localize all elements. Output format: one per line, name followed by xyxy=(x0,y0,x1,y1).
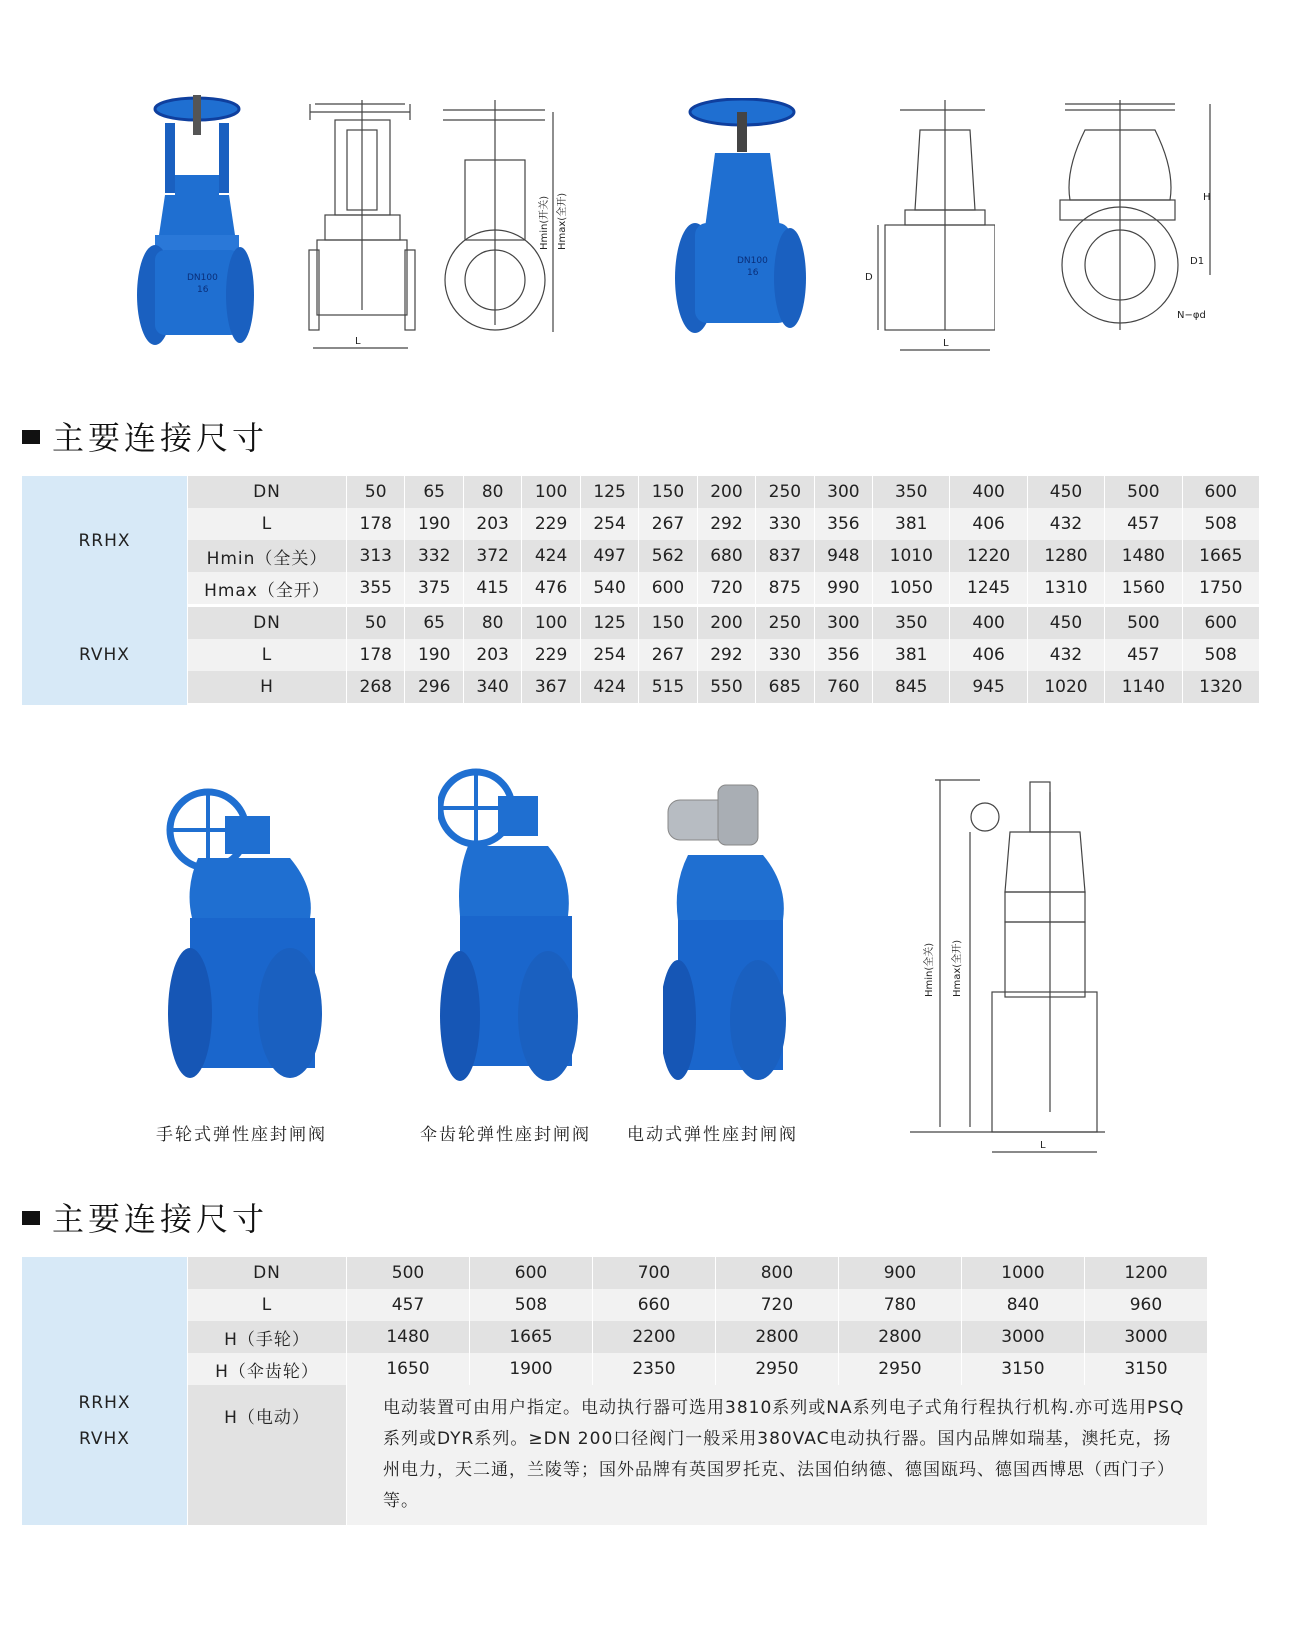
value-cell: 150 xyxy=(639,476,697,508)
value-cell: 500 xyxy=(1105,606,1182,640)
value-cell: 948 xyxy=(814,540,872,572)
value-cell: 2950 xyxy=(715,1353,838,1385)
value-cell: 1900 xyxy=(469,1353,592,1385)
value-cell: 685 xyxy=(756,671,814,705)
body-mark-2: DN100 xyxy=(737,256,768,266)
value-cell: 250 xyxy=(756,476,814,508)
value-cell: 424 xyxy=(580,671,638,705)
value-cell: 3150 xyxy=(961,1353,1084,1385)
value-cell: 375 xyxy=(405,572,463,606)
value-cell: 508 xyxy=(1182,508,1259,540)
value-cell: 350 xyxy=(873,476,950,508)
value-cell: 356 xyxy=(814,508,872,540)
value-cell: 500 xyxy=(347,1257,470,1289)
valve-photo-non-rising-stem xyxy=(675,98,810,343)
value-cell: 845 xyxy=(873,671,950,705)
value-cell: 875 xyxy=(756,572,814,606)
value-cell: 400 xyxy=(950,476,1027,508)
table-row xyxy=(22,572,1260,606)
row-label: H xyxy=(188,671,347,705)
value-cell: 125 xyxy=(580,476,638,508)
model-cell xyxy=(22,1257,188,1525)
value-cell: 1480 xyxy=(347,1321,470,1353)
dim-hmax-full-2: Hmax(全开) xyxy=(952,939,963,997)
value-cell: 500 xyxy=(1105,476,1182,508)
value-cell: 381 xyxy=(873,639,950,671)
drawing-rising-stem-side xyxy=(305,100,420,355)
value-cell: 50 xyxy=(347,476,405,508)
value-cell: 1480 xyxy=(1105,540,1182,572)
value-cell: 2800 xyxy=(715,1321,838,1353)
value-cell: 300 xyxy=(814,476,872,508)
value-cell: 497 xyxy=(580,540,638,572)
table-row xyxy=(22,1257,1208,1289)
value-cell: 3150 xyxy=(1084,1353,1207,1385)
value-cell: 1140 xyxy=(1105,671,1182,705)
value-cell: 203 xyxy=(463,508,521,540)
value-cell: 540 xyxy=(580,572,638,606)
value-cell: 424 xyxy=(522,540,580,572)
value-cell: 406 xyxy=(950,639,1027,671)
drawing-nrs-front xyxy=(1055,100,1225,335)
value-cell: 356 xyxy=(814,639,872,671)
dim-hmax-full: Hmax(全开) xyxy=(557,192,568,250)
dim-D1: D1 xyxy=(1190,256,1205,267)
value-cell: 960 xyxy=(1084,1289,1207,1321)
value-cell: 2200 xyxy=(592,1321,715,1353)
value-cell: 3000 xyxy=(1084,1321,1207,1353)
value-cell: 600 xyxy=(1182,606,1259,640)
value-cell: 1000 xyxy=(961,1257,1084,1289)
value-cell: 80 xyxy=(463,606,521,640)
row-label: Hmin（全关） xyxy=(188,540,347,572)
valve-photo-rising-stem xyxy=(135,95,260,355)
table-row xyxy=(22,476,1260,508)
value-cell: 313 xyxy=(347,540,405,572)
value-cell: 65 xyxy=(405,476,463,508)
value-cell: 457 xyxy=(1105,639,1182,671)
value-cell: 267 xyxy=(639,508,697,540)
dim-L-1: L xyxy=(355,336,361,347)
value-cell: 508 xyxy=(469,1289,592,1321)
value-cell: 190 xyxy=(405,639,463,671)
model-name-1: RRHX xyxy=(78,1393,131,1413)
value-cell: 760 xyxy=(814,671,872,705)
value-cell: 332 xyxy=(405,540,463,572)
drawing-rising-stem-front xyxy=(435,100,580,340)
table-row xyxy=(22,540,1260,572)
value-cell: 1310 xyxy=(1027,572,1104,606)
value-cell: 1750 xyxy=(1182,572,1259,606)
value-cell: 508 xyxy=(1182,639,1259,671)
value-cell: 1200 xyxy=(1084,1257,1207,1289)
value-cell: 268 xyxy=(347,671,405,705)
value-cell: 1020 xyxy=(1027,671,1104,705)
value-cell: 65 xyxy=(405,606,463,640)
value-cell: 600 xyxy=(639,572,697,606)
value-cell: 381 xyxy=(873,508,950,540)
value-cell: 300 xyxy=(814,606,872,640)
value-cell: 1665 xyxy=(469,1321,592,1353)
value-cell: 190 xyxy=(405,508,463,540)
model-name-2: RVHX xyxy=(79,1429,130,1449)
value-cell: 945 xyxy=(950,671,1027,705)
value-cell: 200 xyxy=(697,476,755,508)
value-cell: 990 xyxy=(814,572,872,606)
drawing-nrs-side xyxy=(860,100,995,360)
value-cell: 1650 xyxy=(347,1353,470,1385)
value-cell: 457 xyxy=(347,1289,470,1321)
value-cell: 50 xyxy=(347,606,405,640)
value-cell: 400 xyxy=(950,606,1027,640)
value-cell: 600 xyxy=(1182,476,1259,508)
value-cell: 1245 xyxy=(950,572,1027,606)
valve-photo-electric xyxy=(663,775,793,1090)
body-mark-pn-2: 16 xyxy=(747,268,759,278)
value-cell: 432 xyxy=(1027,639,1104,671)
value-cell: 2350 xyxy=(592,1353,715,1385)
dimension-table-1 xyxy=(22,476,1260,706)
dim-L-2: L xyxy=(943,338,949,349)
value-cell: 200 xyxy=(697,606,755,640)
value-cell: 203 xyxy=(463,639,521,671)
value-cell: 840 xyxy=(961,1289,1084,1321)
value-cell: 229 xyxy=(522,508,580,540)
row-label: H（伞齿轮） xyxy=(188,1353,347,1385)
value-cell: 800 xyxy=(715,1257,838,1289)
electric-note: 电动装置可由用户指定。电动执行器可选用3810系列或NA系列电子式角行程执行机构.亦可选用PSQ系列或DYR系列。≥DN 200口径阀门一般采用380VAC电动执行器。国内品牌如瑞基，澳托克，扬州电力，天二通，兰陵等；国外品牌有英国罗托克、法国伯纳德、德国瓯玛、德国西博思（西门子）等。 xyxy=(347,1385,1208,1525)
body-mark-pn: 16 xyxy=(197,285,209,295)
value-cell: 178 xyxy=(347,639,405,671)
dim-L-3: L xyxy=(1040,1140,1046,1151)
value-cell: 450 xyxy=(1027,476,1104,508)
drawing-large-valve xyxy=(910,772,1110,1167)
model-cell: RVHX xyxy=(22,606,188,705)
dimension-table-2 xyxy=(22,1257,1208,1525)
value-cell: 837 xyxy=(756,540,814,572)
value-cell: 340 xyxy=(463,671,521,705)
value-cell: 254 xyxy=(580,508,638,540)
value-cell: 355 xyxy=(347,572,405,606)
table-row-electric xyxy=(22,1385,1208,1525)
row-label: DN xyxy=(188,1257,347,1289)
value-cell: 1665 xyxy=(1182,540,1259,572)
model-cell: RRHX xyxy=(22,476,188,606)
value-cell: 178 xyxy=(347,508,405,540)
row-label: L xyxy=(188,508,347,540)
row-label: DN xyxy=(188,476,347,508)
value-cell: 900 xyxy=(838,1257,961,1289)
dim-D: D xyxy=(865,272,873,283)
value-cell: 720 xyxy=(697,572,755,606)
table-row xyxy=(22,671,1260,705)
table-row xyxy=(22,639,1260,671)
value-cell: 1320 xyxy=(1182,671,1259,705)
row-label: L xyxy=(188,1289,347,1321)
value-cell: 292 xyxy=(697,508,755,540)
value-cell: 432 xyxy=(1027,508,1104,540)
value-cell: 680 xyxy=(697,540,755,572)
value-cell: 450 xyxy=(1027,606,1104,640)
dim-Nd: N−φd xyxy=(1177,310,1206,321)
caption-handwheel: 手轮式弹性座封闸阀 xyxy=(156,1125,327,1145)
value-cell: 292 xyxy=(697,639,755,671)
value-cell: 700 xyxy=(592,1257,715,1289)
value-cell: 780 xyxy=(838,1289,961,1321)
dim-hmin-open: Hmin(开关) xyxy=(539,195,550,250)
dim-hmin-full: Hmin(全关) xyxy=(924,942,935,997)
value-cell: 1010 xyxy=(873,540,950,572)
row-label: DN xyxy=(188,606,347,640)
value-cell: 660 xyxy=(592,1289,715,1321)
value-cell: 330 xyxy=(756,639,814,671)
value-cell: 367 xyxy=(522,671,580,705)
value-cell: 1220 xyxy=(950,540,1027,572)
value-cell: 476 xyxy=(522,572,580,606)
row-label: L xyxy=(188,639,347,671)
value-cell: 150 xyxy=(639,606,697,640)
value-cell: 267 xyxy=(639,639,697,671)
value-cell: 350 xyxy=(873,606,950,640)
dim-H: H xyxy=(1203,192,1211,203)
value-cell: 1050 xyxy=(873,572,950,606)
caption-bevel-gear: 伞齿轮弹性座封闸阀 xyxy=(420,1125,591,1145)
value-cell: 125 xyxy=(580,606,638,640)
value-cell: 550 xyxy=(697,671,755,705)
value-cell: 330 xyxy=(756,508,814,540)
value-cell: 1280 xyxy=(1027,540,1104,572)
value-cell: 250 xyxy=(756,606,814,640)
section1-title: 主要连接尺寸 xyxy=(22,413,268,459)
row-label: Hmax（全开） xyxy=(188,572,347,606)
body-mark: DN100 xyxy=(187,273,218,283)
value-cell: 720 xyxy=(715,1289,838,1321)
value-cell: 600 xyxy=(469,1257,592,1289)
table-row xyxy=(22,606,1260,640)
table-row xyxy=(22,1321,1208,1353)
valve-photo-handwheel xyxy=(160,788,330,1088)
value-cell: 296 xyxy=(405,671,463,705)
value-cell: 415 xyxy=(463,572,521,606)
value-cell: 229 xyxy=(522,639,580,671)
value-cell: 100 xyxy=(522,476,580,508)
value-cell: 372 xyxy=(463,540,521,572)
table-row xyxy=(22,508,1260,540)
value-cell: 80 xyxy=(463,476,521,508)
value-cell: 3000 xyxy=(961,1321,1084,1353)
value-cell: 2950 xyxy=(838,1353,961,1385)
value-cell: 406 xyxy=(950,508,1027,540)
section2-title: 主要连接尺寸 xyxy=(22,1194,268,1240)
value-cell: 2800 xyxy=(838,1321,961,1353)
caption-electric: 电动式弹性座封闸阀 xyxy=(627,1125,798,1145)
value-cell: 100 xyxy=(522,606,580,640)
value-cell: 1560 xyxy=(1105,572,1182,606)
value-cell: 457 xyxy=(1105,508,1182,540)
value-cell: 562 xyxy=(639,540,697,572)
table-row xyxy=(22,1289,1208,1321)
value-cell: 515 xyxy=(639,671,697,705)
valve-photo-bevel-gear xyxy=(438,766,583,1088)
row-label-electric: H（电动） xyxy=(188,1385,347,1525)
table-row xyxy=(22,1353,1208,1385)
value-cell: 254 xyxy=(580,639,638,671)
row-label: H（手轮） xyxy=(188,1321,347,1353)
